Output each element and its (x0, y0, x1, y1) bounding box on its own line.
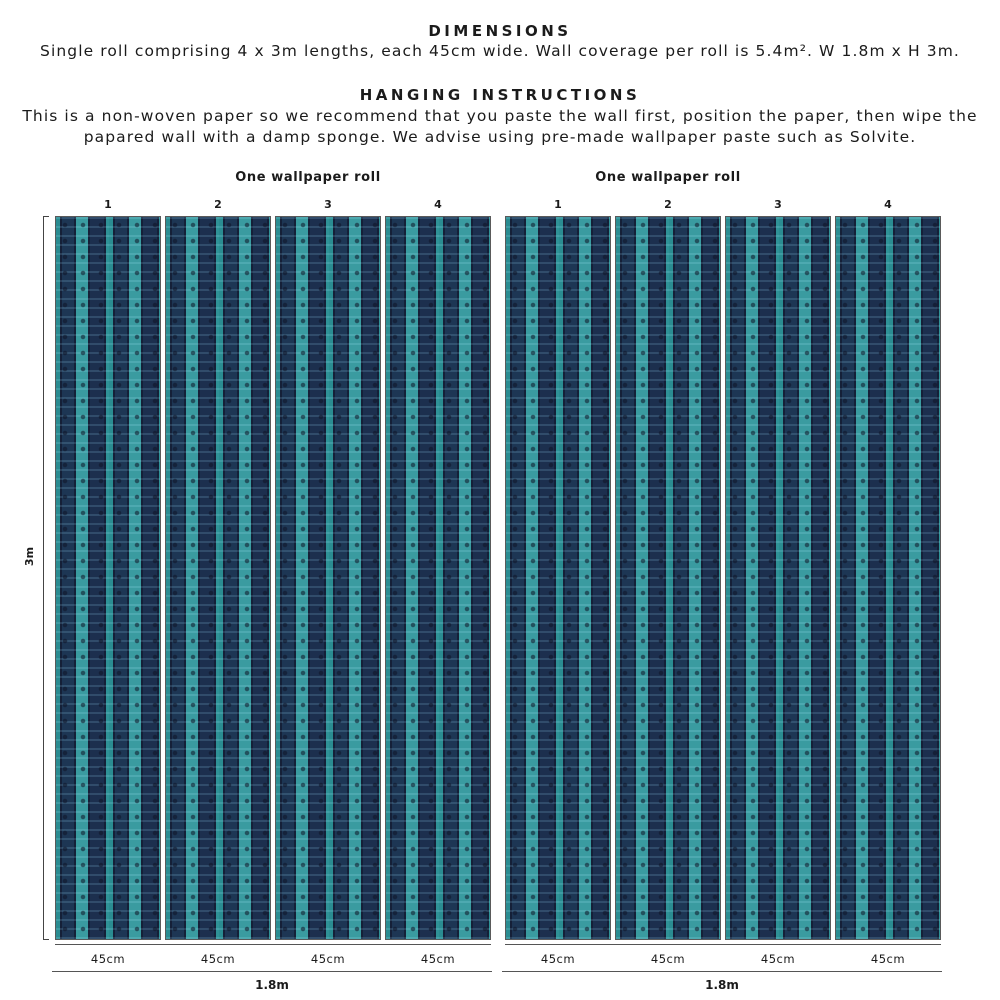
roll-width-label: 1.8m (705, 978, 739, 992)
wallpaper-panel (275, 216, 381, 940)
panel-width-label: 45cm (870, 952, 906, 966)
wallpaper-panel (615, 216, 721, 940)
panel-number: 2 (664, 198, 672, 211)
hanging-text-line-2: papared wall with a damp sponge. We advise using pre-made wallpaper paste such as Solvite. (83, 128, 917, 146)
panel-number: 1 (554, 198, 562, 211)
dimensions-text: Single roll comprising 4 x 3m lengths, each 45cm wide. Wall coverage per roll is 5.4m². W 1.8m x H 3m. (40, 42, 960, 60)
wallpaper-panel (55, 216, 161, 940)
panel-width-label: 45cm (760, 952, 796, 966)
panel-width-line (505, 944, 941, 945)
panel-number: 4 (434, 198, 442, 211)
panel-width-label: 45cm (420, 952, 456, 966)
panel-number: 1 (104, 198, 112, 211)
panel-width-label: 45cm (90, 952, 126, 966)
wallpaper-panel (165, 216, 271, 940)
height-dimension-tick (43, 216, 49, 217)
wallpaper-panel (725, 216, 831, 940)
panel-width-label: 45cm (650, 952, 686, 966)
hanging-heading: HANGING INSTRUCTIONS (359, 86, 641, 104)
panel-number: 3 (324, 198, 332, 211)
hanging-text-line-1: This is a non-woven paper so we recommend that you paste the wall first, position the paper, then wipe the (22, 107, 978, 125)
height-dimension-tick (43, 939, 49, 940)
roll-width-line (52, 971, 492, 972)
height-label: 3m (23, 546, 37, 567)
roll-title: One wallpaper roll (595, 170, 741, 185)
panel-width-line (55, 944, 491, 945)
roll-width-label: 1.8m (255, 978, 289, 992)
panel-number: 2 (214, 198, 222, 211)
panel-number: 3 (774, 198, 782, 211)
panel-width-label: 45cm (310, 952, 346, 966)
panel-width-label: 45cm (540, 952, 576, 966)
wallpaper-panel (835, 216, 941, 940)
panel-number: 4 (884, 198, 892, 211)
wallpaper-panel (505, 216, 611, 940)
roll-title: One wallpaper roll (235, 170, 381, 185)
panel-width-label: 45cm (200, 952, 236, 966)
dimensions-heading: DIMENSIONS (428, 22, 572, 40)
height-dimension-line (43, 216, 44, 940)
roll-width-line (502, 971, 942, 972)
wallpaper-panel (385, 216, 491, 940)
